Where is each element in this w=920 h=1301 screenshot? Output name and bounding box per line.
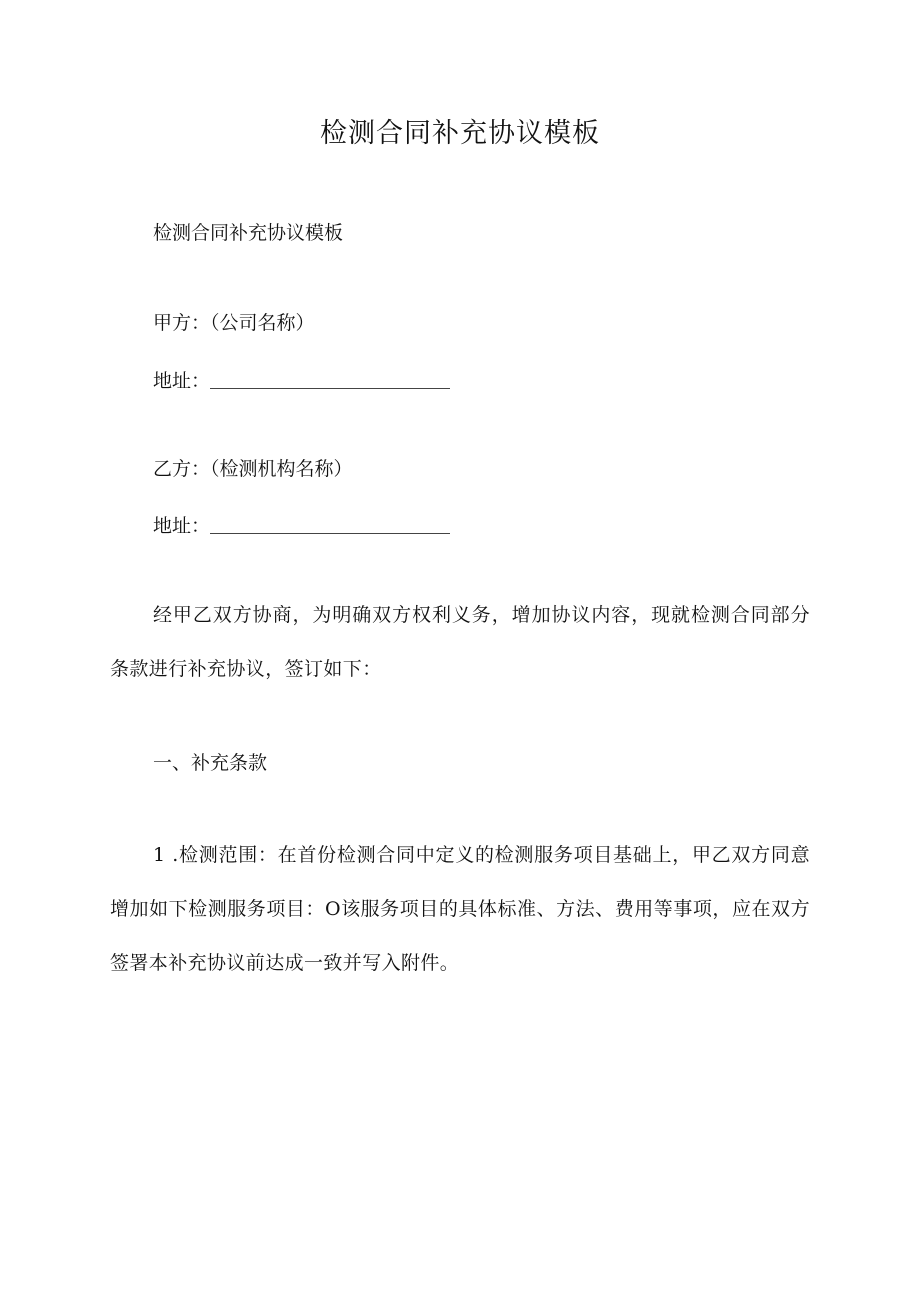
party-b-value: （检测机构名称）: [210, 458, 353, 480]
party-a-label: 甲方：: [153, 312, 211, 334]
party-b-address-blank: [210, 513, 450, 534]
party-a-line: [153, 308, 315, 338]
party-b-address-line: [153, 511, 450, 541]
party-b-line: [153, 454, 353, 484]
party-b-address-label: 地址：: [153, 515, 211, 537]
clause-1-paragraph: 1 .检测范围：在首份检测合同中定义的检测服务项目基础上，甲乙双方同意增加如下检测服务项目：O该服务项目的具体标准、方法、费用等事项，应在双方签署本补充协议前达成一致并写入附件。: [110, 844, 810, 974]
intro-paragraph: 经甲乙双方协商，为明确双方权利义务，增加协议内容，现就检测合同部分条款进行补充协议，签订如下：: [110, 604, 810, 680]
section-1-heading: 一、补充条款: [153, 752, 268, 774]
party-a-address-label: 地址：: [153, 370, 211, 392]
party-a-address-blank: [210, 368, 450, 389]
party-b-label: 乙方：: [153, 458, 211, 480]
party-a-address-line: [153, 366, 450, 396]
party-a-value: （公司名称）: [210, 312, 315, 334]
document-subtitle: 检测合同补充协议模板: [153, 222, 344, 244]
document-title: 检测合同补充协议模板: [320, 118, 600, 149]
